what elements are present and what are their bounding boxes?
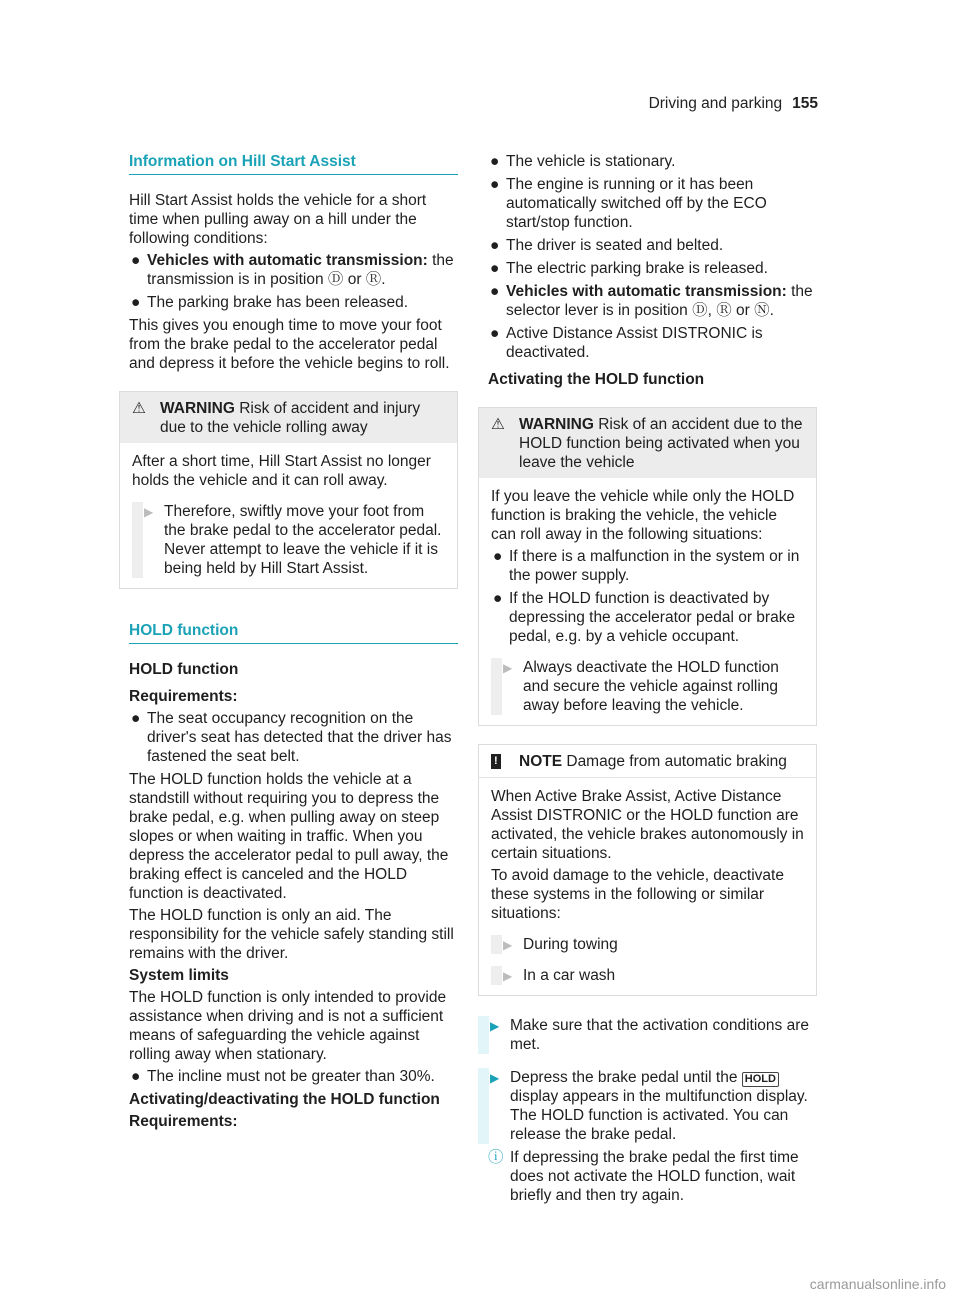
action-step-1: ▶ Make sure that the activation conditions are met.: [478, 1016, 817, 1054]
list-item: ● The parking brake has been released.: [131, 294, 409, 311]
note-label: NOTE: [519, 753, 563, 770]
warning-body: [120, 443, 457, 588]
warning-step: ▶ Always deactivate the HOLD function and secure the vehicle against rolling away before leaving the vehicle.: [491, 658, 804, 715]
system-limits-text: The HOLD function is only intended to provide assistance when driving and is not a sufficient means of safeguarding the vehicle against rolling away when stationary.: [129, 989, 447, 1063]
bullet-icon: ●: [131, 294, 141, 311]
list-item: ● If the HOLD function is deactivated by depressing the accelerator pedal or brake pedal, e.g. by a vehicle occupant.: [493, 590, 796, 645]
activating-heading: Activating the HOLD function: [488, 371, 705, 388]
warning-text: After a short time, Hill Start Assist no longer holds the vehicle and it can roll away.: [132, 453, 431, 489]
step-arrow-icon: ▶: [503, 969, 513, 983]
list-item: ● If there is a malfunction in the system or in the power supply.: [493, 548, 800, 584]
requirements-label: Requirements:: [129, 688, 238, 705]
page-header: [649, 94, 818, 113]
note-box: [478, 744, 817, 996]
bullet-icon: ●: [490, 283, 500, 300]
warning-body: [479, 478, 816, 725]
hold-description: The HOLD function holds the vehicle at a standstill without requiring you to depress the brake pedal, e.g. when pulling away on steep slopes or when waiting in traffic. When you depress the accelerator pedal to pull away, the braking effect is canceled and the HOLD function is deactivated.: [129, 771, 449, 902]
right-column: [478, 152, 817, 1205]
step-arrow-icon: ▶: [503, 661, 513, 675]
warning-icon: ⚠: [132, 400, 146, 417]
warning-text: If you leave the vehicle while only the HOLD function is braking the vehicle, the vehicle can roll away in the following situations:: [491, 488, 795, 543]
warning-step: ▶ Therefore, swiftly move your foot from the brake pedal to the accelerator pedal. Never attempt to leave the vehicle if it is being held by Hill Start Assist.: [132, 502, 445, 578]
list-item: ● The driver is seated and belted.: [490, 237, 724, 254]
watermark: carmanualsonline.info: [809, 1276, 946, 1292]
bullet-icon: ●: [490, 153, 500, 170]
bullet-icon: ●: [490, 237, 500, 254]
note-header: [479, 745, 816, 778]
warning-box: [119, 391, 458, 589]
list-item: ● Active Distance Assist DISTRONIC is deactivated.: [490, 325, 763, 361]
left-column: [119, 152, 458, 1134]
warning-box-2: [478, 407, 817, 726]
requirements-list: [129, 709, 458, 766]
action-step-2: ▶ Depress the brake pedal until the HOLD display appears in the multifunction display. The HOLD function is activated. You can release the brake pedal.: [478, 1068, 817, 1144]
page-number: 155: [792, 95, 818, 112]
hold-function-title: HOLD function: [129, 621, 458, 644]
step-arrow-icon: ▶: [490, 1019, 500, 1033]
warning-icon: ⚠: [491, 416, 505, 433]
bullet-icon: ●: [131, 252, 141, 269]
hold-heading: HOLD function: [129, 661, 239, 678]
bullet-icon: ●: [131, 1068, 141, 1085]
note-step: ▶ During towing: [491, 935, 804, 954]
list-item: ● The engine is running or it has been automatically switched off by the ECO start/stop function.: [490, 176, 767, 231]
hill-intro: Hill Start Assist holds the vehicle for a short time when pulling away on a hill under the following conditions:: [129, 192, 427, 247]
list-item: ● Vehicles with automatic transmission: the selector lever is in position Ⓓ, Ⓡ or Ⓝ.: [490, 283, 813, 319]
activation-conditions-list: [488, 152, 817, 362]
bullet-icon: ●: [490, 325, 500, 342]
step-arrow-icon: ▶: [490, 1071, 500, 1085]
activate-deactivate-heading: Activating/deactivating the HOLD function: [129, 1091, 440, 1108]
note-title: Damage from automatic braking: [562, 753, 787, 770]
warning-label: WARNING: [160, 400, 235, 417]
warning-situations-list: [491, 547, 804, 646]
hill-start-title: Information on Hill Start Assist: [129, 152, 458, 175]
requirements-label-2: Requirements:: [129, 1113, 238, 1130]
system-limits-label: System limits: [129, 967, 229, 984]
note-body: [479, 778, 816, 995]
bullet-icon: ●: [490, 260, 500, 277]
bullet-icon: ●: [493, 590, 503, 607]
note-text-1: When Active Brake Assist, Active Distance Assist DISTRONIC or the HOLD function are activated, the vehicle brakes autonomously in certain situations.: [491, 788, 804, 862]
hill-outro: This gives you enough time to move your foot from the brake pedal to the accelerator pedal and depress it before the vehicle begins to roll.: [129, 317, 450, 372]
list-item: ● The electric parking brake is released.: [490, 260, 768, 277]
warning-title: Risk of an accident due to the HOLD function being activated when you leave the vehicle: [519, 416, 803, 471]
note-icon: !: [491, 754, 501, 769]
hill-conditions-list: [129, 251, 458, 312]
step-arrow-icon: ▶: [503, 938, 513, 952]
bullet-icon: ●: [490, 176, 500, 193]
note-text-2: To avoid damage to the vehicle, deactivate these systems in the following or similar situations:: [491, 867, 784, 922]
bullet-icon: ●: [493, 548, 503, 565]
warning-label: WARNING: [519, 416, 594, 433]
list-item: ● The incline must not be greater than 30%.: [131, 1068, 435, 1085]
warning-title: Risk of accident and injury due to the vehicle rolling away: [160, 400, 421, 436]
tip: ⓘ If depressing the brake pedal the first time does not activate the HOLD function, wait briefly and then try again.: [488, 1149, 799, 1204]
hold-key-icon: HOLD: [742, 1072, 779, 1087]
warning-header: [479, 408, 816, 478]
note-step: ▶ In a car wash: [491, 966, 804, 985]
section-title: Driving and parking: [648, 95, 783, 112]
list-item: ● The seat occupancy recognition on the driver's seat has detected that the driver has fastened the seat belt.: [131, 710, 452, 765]
limits-list: [129, 1067, 458, 1086]
info-icon: ⓘ: [488, 1149, 504, 1166]
warning-header: [120, 392, 457, 443]
bullet-icon: ●: [131, 710, 141, 727]
hold-responsibility: The HOLD function is only an aid. The responsibility for the vehicle safely standing still remains with the driver.: [129, 907, 454, 962]
list-item: ● The vehicle is stationary.: [490, 153, 676, 170]
list-item: ● Vehicles with automatic transmission: the transmission is in position Ⓓ or Ⓡ.: [131, 252, 454, 288]
step-arrow-icon: ▶: [144, 505, 154, 519]
